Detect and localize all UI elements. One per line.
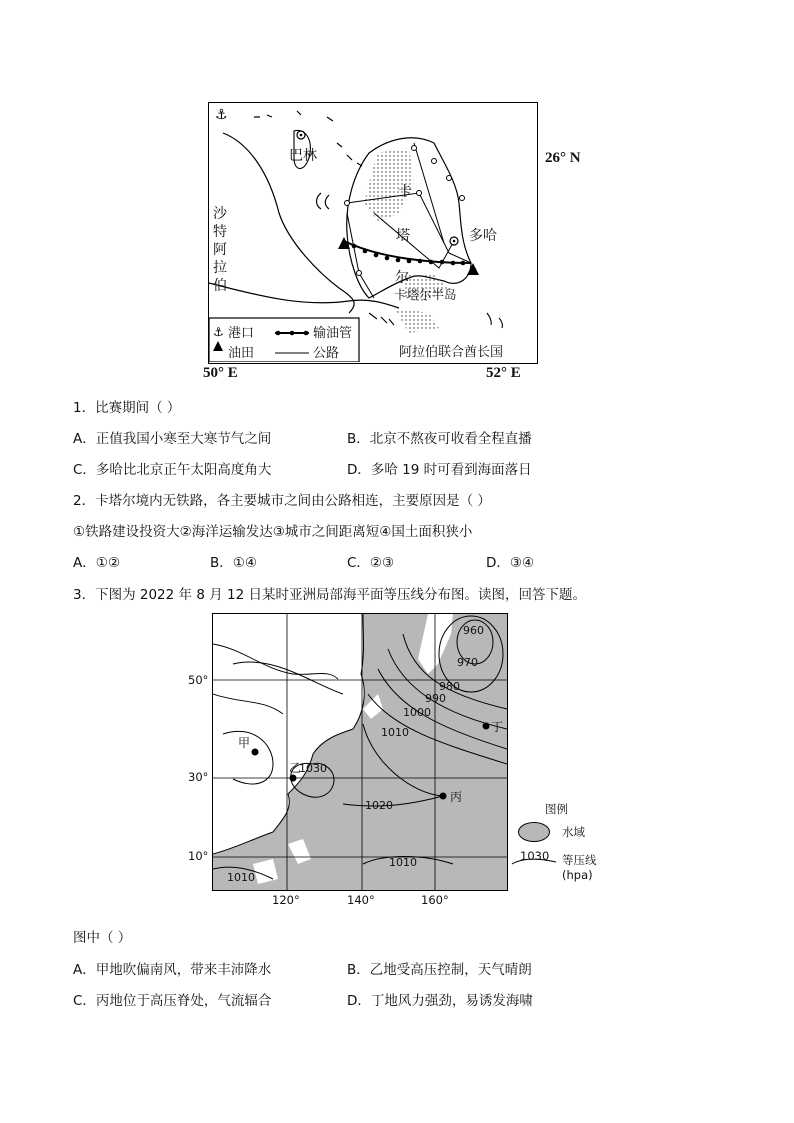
legend-pipeline: 输油管 bbox=[313, 326, 353, 341]
q3-option-d[interactable]: D．丁地风力强劲，易诱发海啸 bbox=[347, 993, 533, 1009]
q1-option-c[interactable]: C．多哈比北京正午太阳高度角大 bbox=[73, 462, 272, 478]
label-qatar-2: 塔 bbox=[396, 228, 410, 244]
qatar-map bbox=[208, 102, 538, 364]
legend-road: 公路 bbox=[313, 346, 340, 361]
map2-lat-10: 10° bbox=[188, 849, 209, 863]
map1-lon-50e: 50° E bbox=[203, 365, 238, 381]
q3-sub-stem: 图中（ ） bbox=[73, 930, 132, 946]
legend-port: 港口 bbox=[228, 326, 255, 341]
q3-option-a[interactable]: A．甲地吹偏南风，带来丰沛降水 bbox=[73, 962, 272, 978]
q2-option-a[interactable]: A．①② bbox=[73, 555, 120, 571]
isobar-1010-southwest: 1010 bbox=[227, 871, 255, 884]
label-bahrain: 巴林 bbox=[289, 148, 317, 164]
isobar-980: 980 bbox=[439, 680, 460, 693]
map2-lat-30: 30° bbox=[188, 770, 209, 784]
isobar-1010-north: 1010 bbox=[381, 726, 409, 739]
label-uae: 阿拉伯联合酋长国 bbox=[399, 345, 504, 360]
map1-lon-52e: 52° E bbox=[486, 365, 521, 381]
map2-legend-water-swatch bbox=[518, 822, 550, 842]
label-saudi-1: 沙 bbox=[213, 206, 227, 222]
q2-option-c[interactable]: C．②③ bbox=[347, 555, 395, 571]
map2-legend-isobar-unit: (hpa) bbox=[562, 868, 593, 882]
svg-text:⚓: ⚓ bbox=[215, 107, 228, 123]
label-ding: 丁 bbox=[491, 720, 504, 734]
q2-option-b[interactable]: B．①④ bbox=[210, 555, 257, 571]
q1-stem: 1．比赛期间（ ） bbox=[73, 400, 181, 416]
svg-text:⚓: ⚓ bbox=[213, 325, 224, 339]
map2-legend-isobar-label: 等压线 bbox=[562, 853, 597, 867]
q1-option-d[interactable]: D．多哈 19 时可看到海面落日 bbox=[347, 462, 532, 478]
map2-lat-50: 50° bbox=[188, 673, 209, 687]
label-saudi-4: 拉 bbox=[213, 260, 227, 276]
map2-legend-water-label: 水域 bbox=[562, 825, 585, 839]
q2-stem: 2．卡塔尔境内无铁路，各主要城市之间由公路相连，主要原因是（ ） bbox=[73, 493, 491, 509]
map2-legend-title: 图例 bbox=[545, 802, 568, 816]
isobar-1010-south: 1010 bbox=[389, 856, 417, 869]
isobar-1020: 1020 bbox=[365, 799, 393, 812]
isobar-990: 990 bbox=[425, 692, 446, 705]
label-qatar-1: 卡 bbox=[398, 184, 412, 200]
label-saudi-5: 伯 bbox=[213, 278, 227, 294]
label-qatar-3: 尔 bbox=[395, 270, 409, 286]
q1-option-a[interactable]: A．正值我国小寒至大寒节气之间 bbox=[73, 431, 272, 447]
isobar-960: 960 bbox=[463, 624, 484, 637]
isobar-1000: 1000 bbox=[403, 706, 431, 719]
label-bing: 丙 bbox=[450, 790, 463, 804]
label-yi: 乙 bbox=[289, 761, 302, 775]
q3-option-b[interactable]: B．乙地受高压控制，天气晴朗 bbox=[347, 962, 532, 978]
isobar-map bbox=[212, 613, 508, 891]
isobar-1030: 1030 bbox=[299, 762, 327, 775]
map2-lon-120: 120° bbox=[272, 893, 300, 907]
map1-lat-26n: 26° N bbox=[545, 150, 581, 166]
label-jia: 甲 bbox=[238, 736, 251, 750]
q1-option-b[interactable]: B．北京不熬夜可收看全程直播 bbox=[347, 431, 532, 447]
legend-oilfield: 油田 bbox=[228, 346, 255, 361]
isobar-970: 970 bbox=[457, 656, 478, 669]
q2-items: ①铁路建设投资大②海洋运输发达③城市之间距离短④国土面积狭小 bbox=[73, 524, 473, 540]
map2-lon-140: 140° bbox=[347, 893, 375, 907]
map2-lon-160: 160° bbox=[421, 893, 449, 907]
q3-option-c[interactable]: C．丙地位于高压脊处，气流辐合 bbox=[73, 993, 272, 1009]
label-doha: 多哈 bbox=[469, 228, 497, 244]
q2-option-d[interactable]: D．③④ bbox=[486, 555, 535, 571]
map2-legend-isobar-value: 1030 bbox=[520, 849, 550, 863]
label-peninsula: 卡塔尔半岛 bbox=[394, 287, 457, 302]
q3-stem: 3．下图为 2022 年 8 月 12 日某时亚洲局部海平面等压线分布图。读图，回答下题。 bbox=[73, 587, 586, 603]
label-saudi-2: 特 bbox=[213, 224, 227, 240]
label-saudi-3: 阿 bbox=[213, 242, 227, 258]
